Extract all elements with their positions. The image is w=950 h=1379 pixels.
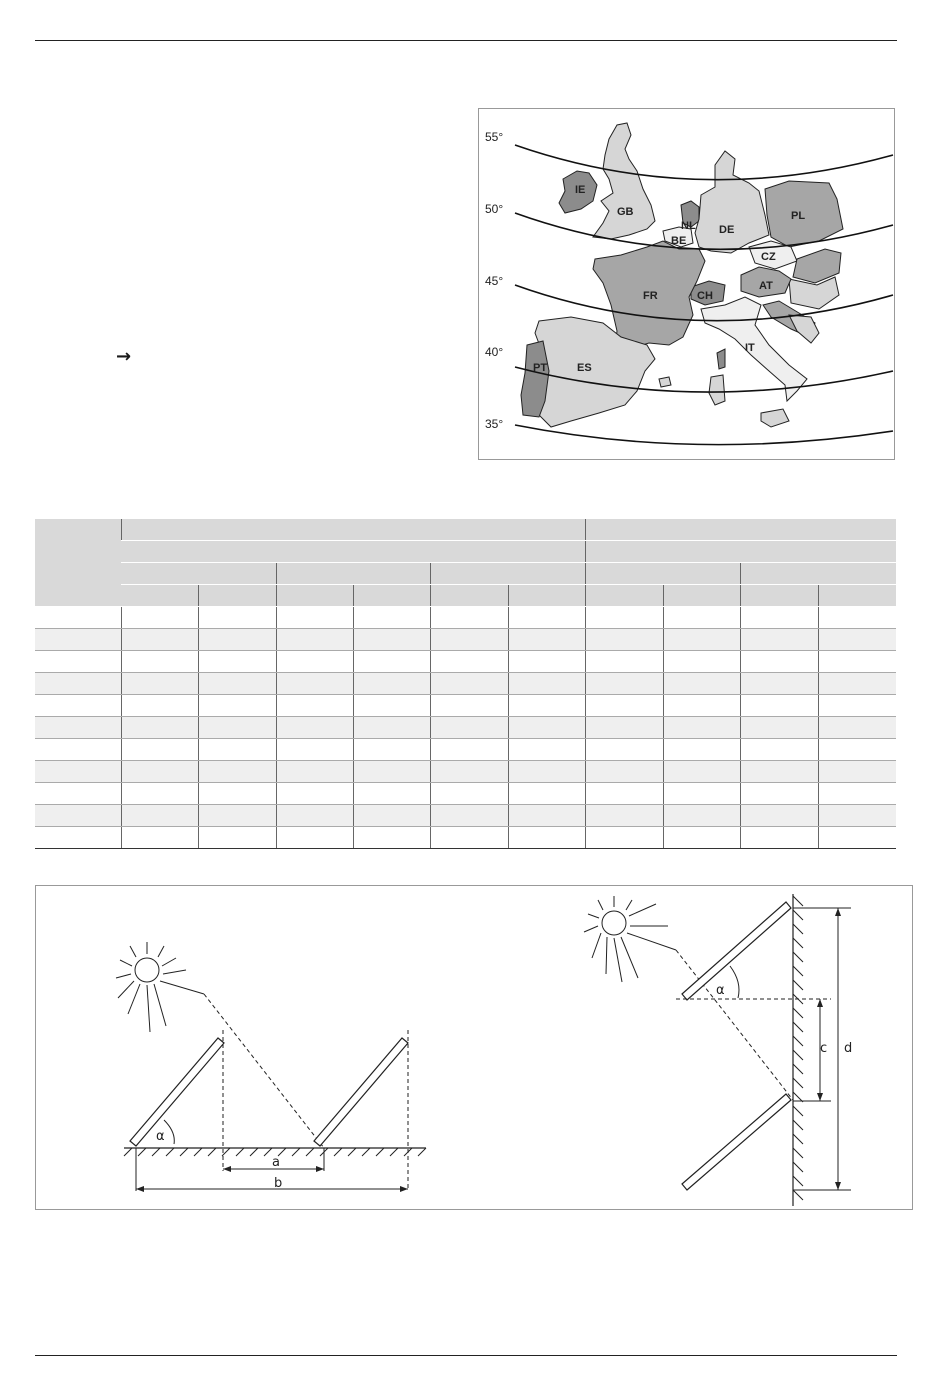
- country-label-gb: GB: [617, 206, 634, 218]
- table-row: [35, 805, 896, 827]
- table-header-row-2: [35, 541, 896, 563]
- collector-panel-wall-lower: [682, 1094, 791, 1190]
- table-header-row-4: [35, 585, 896, 607]
- country-label-fr: FR: [643, 290, 658, 302]
- dimension-label-a: a: [272, 1155, 280, 1170]
- island-baleares: [659, 377, 671, 387]
- dimension-label-c: c: [820, 1041, 828, 1056]
- country-label-ie: IE: [575, 184, 586, 196]
- table-corner-cell: [35, 519, 121, 607]
- country-de: [695, 151, 769, 253]
- collector-spacing-diagram: [35, 885, 913, 1210]
- table-row: [35, 739, 896, 761]
- lat-label-45: 45°: [485, 274, 504, 288]
- lat-label-40: 40°: [485, 345, 504, 359]
- country-label-be: BE: [671, 235, 687, 247]
- table-row: [35, 827, 896, 849]
- table-group-header-right: [585, 519, 896, 541]
- country-label-pt: PT: [533, 362, 548, 374]
- table-row: [35, 783, 896, 805]
- alpha-label-right: α: [716, 983, 725, 998]
- country-label-cz: CZ: [761, 251, 776, 263]
- table-row: [35, 761, 896, 783]
- country-label-pl: PL: [791, 210, 806, 222]
- lat-label-35: 35°: [485, 417, 504, 431]
- table-row: [35, 673, 896, 695]
- country-label-nl: NL: [681, 220, 696, 232]
- collector-panel-2: [314, 1038, 408, 1146]
- alpha-label-left: α: [156, 1129, 165, 1144]
- country-label-at: AT: [759, 280, 773, 292]
- dimension-label-d: d: [844, 1041, 853, 1056]
- table-row: [35, 607, 896, 629]
- lat-label-55: 55°: [485, 130, 504, 144]
- sun-icon-left: [116, 942, 204, 1032]
- bottom-rule: [35, 1355, 897, 1356]
- island-sicily: [761, 409, 789, 427]
- island-sardinia: [709, 375, 725, 405]
- country-label-es: ES: [577, 362, 592, 374]
- country-label-de: DE: [719, 224, 735, 236]
- table-row: [35, 651, 896, 673]
- country-gb: [593, 123, 655, 239]
- table-row: [35, 695, 896, 717]
- table-row: [35, 717, 896, 739]
- table-header-row-3: [35, 563, 896, 585]
- lat-label-50: 50°: [485, 202, 504, 216]
- dimension-label-b: b: [274, 1176, 283, 1191]
- table-row: [35, 629, 896, 651]
- country-label-it: IT: [745, 342, 755, 354]
- island-corsica: [717, 349, 725, 369]
- collector-panel-1: [130, 1038, 224, 1146]
- country-label-ch: CH: [697, 290, 713, 302]
- table-group-header-left: [121, 519, 585, 541]
- collector-panel-wall-upper: [682, 902, 791, 1000]
- arrow-right-icon: →: [116, 346, 132, 367]
- europe-latitude-map: [478, 108, 895, 460]
- top-rule: [35, 40, 897, 41]
- table-header-row-1: [35, 519, 896, 541]
- data-table: [35, 519, 896, 849]
- sun-icon-right: [584, 896, 676, 982]
